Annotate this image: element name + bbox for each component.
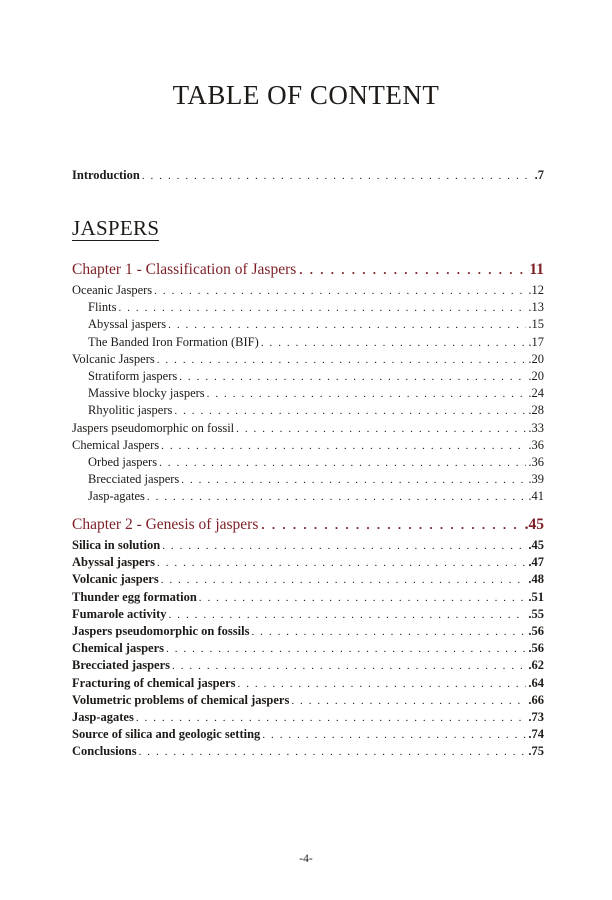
toc-page-number: 12 (531, 283, 544, 297)
toc-row[interactable] (72, 299, 544, 316)
toc-label: Orbed jaspers (88, 454, 158, 469)
toc-page: .17 (528, 334, 544, 349)
leader-dots (207, 386, 527, 403)
leader-dots (172, 658, 526, 675)
toc-page-number: 56 (531, 641, 544, 656)
toc-label: Volcanic Jaspers (72, 351, 155, 366)
intro-entry (72, 167, 544, 184)
toc-row[interactable] (72, 351, 544, 368)
toc-row[interactable] (72, 726, 544, 743)
toc-label: Jaspers pseudomorphic on fossils (72, 623, 250, 638)
leader-dots (262, 727, 526, 744)
chapter-2-heading[interactable] (72, 514, 544, 536)
toc-page: .36 (528, 454, 544, 469)
toc-row[interactable] (72, 657, 544, 674)
leader-dots (157, 555, 526, 572)
leader-dots (159, 455, 526, 472)
toc-page-number: 73 (531, 709, 544, 724)
toc-page: .20 (528, 351, 544, 366)
toc-row[interactable] (72, 282, 544, 299)
toc-label: Jaspers pseudomorphic on fossil (72, 420, 235, 435)
section-heading (72, 216, 159, 241)
toc-label: Conclusions (72, 744, 137, 759)
toc-row[interactable] (72, 471, 544, 488)
toc-row[interactable] (72, 368, 544, 385)
toc-page: .47 (528, 555, 544, 570)
chapter-page: 11 (529, 261, 544, 278)
leader-dots (236, 421, 526, 438)
toc-page: .33 (528, 420, 544, 435)
toc-page-number: 20 (531, 351, 544, 366)
toc-row[interactable] (72, 589, 544, 606)
toc-page-number: 66 (531, 692, 544, 707)
chapter-2-entries (72, 537, 544, 760)
toc-page: .41 (528, 489, 544, 504)
toc-page: .24 (528, 386, 544, 401)
toc-page-number: 41 (531, 489, 544, 504)
leader-dots (179, 369, 526, 386)
toc-page: .15 (528, 317, 544, 332)
toc-page-number: 28 (531, 403, 544, 418)
toc-row[interactable] (72, 692, 544, 709)
toc-page-number: 62 (531, 658, 544, 673)
leader-dots (181, 472, 526, 489)
toc-page-number: 39 (531, 472, 544, 487)
toc-row[interactable] (72, 640, 544, 657)
toc-page-number: 55 (531, 606, 544, 621)
toc-page-number: 45 (531, 538, 544, 552)
toc-page-number: 7 (537, 168, 544, 182)
toc-label: Chemical jaspers (72, 641, 164, 656)
chapter-1-block (72, 259, 544, 505)
toc-page: .28 (528, 403, 544, 418)
leader-dots (251, 624, 526, 641)
leader-dots (238, 676, 527, 693)
section-heading-text: JASPERS (72, 216, 160, 240)
leader-dots (119, 300, 527, 317)
toc-page: .56 (528, 623, 544, 638)
toc-page: .73 (528, 709, 544, 724)
toc-page-number: 64 (531, 675, 544, 690)
toc-row[interactable] (72, 488, 544, 505)
toc-label: Jasp-agates (72, 709, 134, 724)
leader-dots (291, 693, 526, 710)
toc-label: Abyssal jaspers (72, 555, 155, 570)
toc-label: Fracturing of chemical jaspers (72, 675, 236, 690)
toc-page-number: 36 (531, 437, 544, 452)
toc-row[interactable] (72, 334, 544, 351)
toc-page: .55 (528, 606, 544, 621)
toc-page: .64 (528, 675, 544, 690)
toc-page: .48 (528, 572, 544, 587)
toc-label: Oceanic Jaspers (72, 283, 153, 297)
toc-page-number: 20 (531, 368, 544, 383)
toc-page: .75 (528, 744, 544, 759)
toc-page-number: 47 (531, 555, 544, 570)
toc-label: Source of silica and geologic setting (72, 727, 261, 742)
toc-page-number: 48 (531, 572, 544, 587)
toc-page: .66 (528, 692, 544, 707)
toc-label: The Banded Iron Formation (BIF) (88, 334, 259, 349)
toc-page-number: 51 (531, 589, 544, 604)
toc-label: Introduction (72, 168, 140, 182)
toc-row[interactable] (72, 709, 544, 726)
toc-row[interactable] (72, 743, 544, 760)
chapter-1-heading[interactable] (72, 259, 544, 281)
leader-dots (154, 283, 526, 300)
chapter-2-block (72, 514, 544, 760)
leader-dots (174, 403, 526, 420)
toc-row[interactable] (72, 454, 544, 471)
leader-dots (199, 590, 527, 607)
toc-page: .62 (528, 658, 544, 673)
chapter-title: Chapter 1 - Classification of Jaspers (72, 261, 297, 278)
toc-label: Stratiform jaspers (88, 368, 178, 383)
toc-row[interactable] (72, 385, 544, 402)
toc-page: .51 (528, 589, 544, 604)
leader-dots (157, 352, 527, 369)
chapter-page-number: 45 (528, 516, 544, 533)
toc-row[interactable] (72, 623, 544, 640)
toc-label: Volumetric problems of chemical jaspers (72, 692, 290, 707)
toc-page-number: 13 (531, 300, 544, 315)
toc-label: Jasp-agates (88, 489, 145, 504)
toc-page-number: 74 (531, 727, 544, 742)
toc-row[interactable] (72, 316, 544, 333)
leader-dots (169, 607, 527, 624)
chapter-title: Chapter 2 - Genesis of jaspers (72, 516, 259, 533)
leader-dots (261, 335, 527, 352)
toc-row[interactable] (72, 606, 544, 623)
toc-page: .13 (528, 300, 544, 315)
leader-dots (299, 259, 526, 281)
toc-label: Chemical Jaspers (72, 437, 160, 452)
toc-label: Brecciated jaspers (88, 472, 180, 487)
leader-dots (142, 168, 533, 185)
toc-page: .74 (528, 727, 544, 742)
toc-row[interactable] (72, 437, 544, 454)
toc-page: .12 (528, 283, 544, 297)
leader-dots (147, 489, 526, 506)
toc-row[interactable] (72, 537, 544, 554)
toc-page: .20 (528, 368, 544, 383)
page-title: TABLE OF CONTENT (172, 80, 440, 110)
leader-dots (168, 317, 526, 334)
leader-dots (136, 710, 527, 727)
toc-page-number: 36 (531, 454, 544, 469)
toc-page-number: 56 (531, 623, 544, 638)
toc-page-number: 33 (531, 420, 544, 435)
toc-row[interactable] (72, 675, 544, 692)
toc-label: Thunder egg formation (72, 589, 197, 604)
leader-dots (161, 572, 527, 589)
toc-label: Massive blocky jaspers (88, 386, 205, 401)
toc-page: .7 (534, 168, 544, 182)
toc-row[interactable] (72, 571, 544, 588)
toc-label: Rhyolitic jaspers (88, 403, 173, 418)
toc-label: Brecciated jaspers (72, 658, 171, 673)
toc-page-number: 17 (531, 334, 544, 349)
chapter-page: .45 (524, 516, 544, 533)
page-number-footer: -4- (299, 853, 313, 865)
toc-page: .39 (528, 472, 544, 487)
leader-dots (162, 538, 526, 555)
toc-label: Abyssal jaspers (88, 317, 167, 332)
toc-label: Silica in solution (72, 538, 161, 552)
leader-dots (139, 744, 527, 761)
toc-label: Volcanic jaspers (72, 572, 159, 587)
toc-page: .45 (528, 538, 544, 552)
toc-row[interactable] (72, 554, 544, 571)
toc-row[interactable] (72, 167, 544, 184)
toc-page: .56 (528, 641, 544, 656)
toc-page-number: 75 (531, 744, 544, 759)
toc-label: Flints (88, 300, 117, 315)
toc-page-number: 15 (531, 317, 544, 332)
toc-row[interactable] (72, 420, 544, 437)
leader-dots (261, 514, 521, 536)
toc-row[interactable] (72, 402, 544, 419)
toc-label: Fumarole activity (72, 606, 167, 621)
toc-page: .36 (528, 437, 544, 452)
leader-dots (161, 438, 526, 455)
toc-page-number: 24 (531, 386, 544, 401)
chapter-1-entries (72, 282, 544, 505)
leader-dots (166, 641, 526, 658)
